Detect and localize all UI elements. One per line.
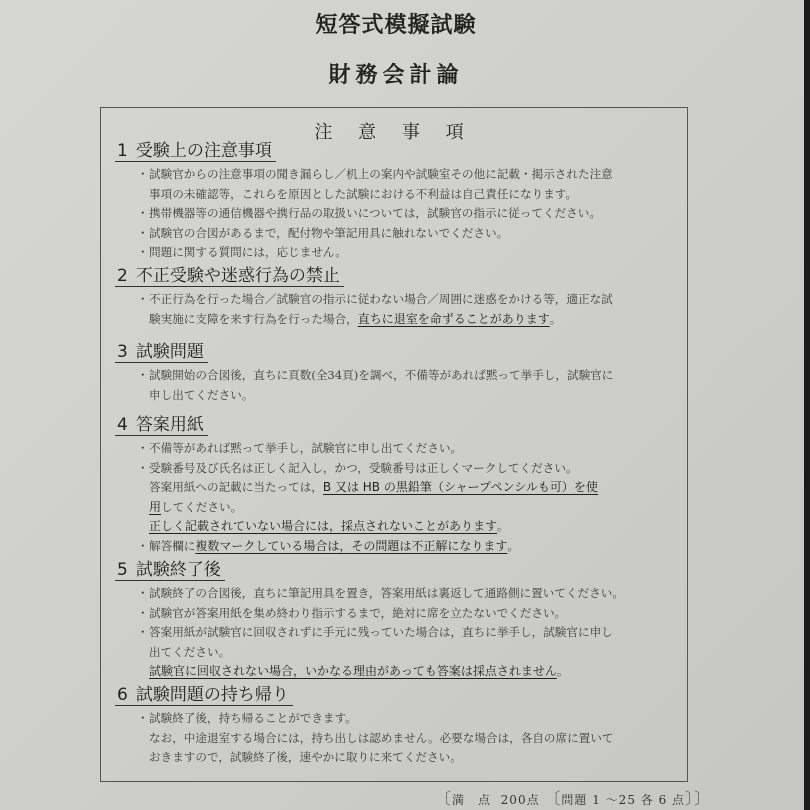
line-text: 試験開始の合図後，直ちに頁数(全34頁)を調べ，不備等があれば黙って挙手し，試験官に: [149, 368, 614, 382]
section-heading-text: 試験問題の持ち帰り: [135, 685, 289, 705]
notice-line: [137, 623, 680, 643]
section-heading: [115, 415, 208, 436]
notice-line: [137, 498, 680, 518]
emphasized-text: B 又は HB の黒鉛筆（シャープペンシルも可）を使: [322, 480, 598, 494]
section-heading: [115, 342, 208, 363]
line-text: なお，中途退室する場合には，持ち出しは認めません。必要な場合は，各自の席に置いて: [149, 730, 614, 745]
notice-line: [137, 386, 680, 406]
line-text: 出てください。: [149, 644, 231, 659]
section-items: [137, 584, 680, 682]
notice-section-3: [115, 342, 680, 405]
bullet: ・: [137, 586, 149, 600]
section-heading: [115, 560, 225, 581]
line-tail: してください。: [161, 499, 243, 514]
bracket-close: 〕: [694, 789, 712, 808]
line-tail: 。: [497, 519, 509, 533]
line-text: 携帯機器等の通信機器や携行品の取扱いについては，試験官の指示に従ってください。: [149, 206, 601, 220]
bullet: ・: [137, 460, 149, 475]
full-score-value: 200点: [500, 793, 540, 807]
notice-box: [100, 107, 688, 782]
notice-line: [137, 537, 680, 557]
section-heading-text: 答案用紙: [135, 415, 204, 435]
bullet: ・: [137, 605, 149, 620]
notice-line: [137, 165, 680, 185]
section-items: [137, 709, 680, 768]
notice-line: [137, 517, 680, 537]
line-text: おきますので，試験終了後，速やかに取りに来てください。: [149, 750, 462, 764]
section-number: 2: [117, 266, 128, 286]
notice-title: 注 意 事 項: [314, 122, 474, 143]
line-text: 問題に関する質問には，応じません。: [149, 245, 347, 259]
section-number: 6: [117, 685, 128, 705]
section-heading-text: 試験問題: [135, 342, 204, 362]
bracket-open-inner: 〔: [544, 789, 562, 808]
notice-section-6: [115, 685, 680, 768]
notice-line: [137, 604, 680, 624]
bullet: ・: [137, 245, 149, 259]
notice-line: [137, 709, 680, 729]
notice-line: [137, 729, 680, 749]
line-text: 解答欄に: [149, 538, 196, 553]
section-number: 3: [117, 342, 128, 362]
emphasized-text: 直ちに退室を命ずることがあります: [357, 311, 550, 326]
notice-line: [137, 643, 680, 663]
line-text: 験実施に支障を来す行為を行った場合，: [149, 311, 358, 326]
exam-title: 短答式模擬試験: [315, 12, 477, 38]
emphasized-text: 複数マークしている場合は，その問題は不正解になります: [195, 538, 508, 553]
line-tail: 。: [507, 538, 520, 553]
notice-line: [137, 185, 680, 205]
section-items: [137, 165, 680, 263]
bullet: ・: [137, 711, 149, 725]
line-text: 不備等があれば黙って挙手し，試験官に申し出てください。: [149, 441, 463, 455]
line-text: 試験官の合図があるまで，配付物や筆記用具に触れないでください。: [149, 225, 509, 240]
section-items: [137, 290, 680, 329]
bullet: ・: [137, 441, 149, 455]
bullet: ・: [137, 625, 149, 639]
exam-subject: 財務会計論: [328, 62, 464, 88]
notice-line: [137, 662, 680, 682]
line-text: 受験番号及び氏名は正しく記入し，かつ，受験番号は正しくマークしてください。: [149, 460, 578, 475]
notice-line: [137, 366, 680, 386]
section-heading-text: 不正受験や迷惑行為の禁止: [135, 266, 340, 286]
notice-section-1: [115, 141, 680, 263]
section-items: [137, 366, 680, 405]
section-heading: [115, 685, 293, 706]
bracket-close-inner: 〕: [685, 789, 695, 808]
bullet: ・: [137, 292, 149, 306]
notice-line: [137, 224, 680, 244]
line-tail: 。: [549, 311, 562, 326]
bracket-open: 〔: [435, 789, 453, 808]
full-score-label: 満 点: [452, 793, 492, 807]
notice-line: [137, 439, 680, 459]
section-heading: [115, 266, 344, 287]
notice-line: [137, 310, 680, 330]
line-text: 試験官からの注意事項の聞き漏らし／机上の案内や試験室その他に記載・掲示された注意: [149, 167, 613, 181]
notice-line: [137, 459, 680, 479]
emphasized-text: 用: [149, 499, 162, 514]
bullet: ・: [137, 167, 149, 181]
notice-line: [137, 478, 680, 498]
notice-line: [137, 748, 680, 768]
section-heading: [115, 141, 276, 162]
line-text: 試験終了の合図後，直ちに筆記用具を置き，答案用紙は裏返して通路側に置いてください。: [149, 586, 624, 600]
notice-line: [137, 584, 680, 604]
section-number: 1: [117, 141, 128, 161]
notice-section-5: [115, 560, 680, 682]
bullet: ・: [137, 368, 149, 382]
score-note: [435, 786, 711, 809]
notice-line: [137, 290, 680, 310]
line-text: 事項の未確認等，これらを原因とした試験における不利益は自己責任になります。: [149, 186, 578, 201]
notice-line: [137, 204, 680, 224]
line-text: 申し出てください。: [149, 387, 254, 402]
score-breakdown: 問題 1 ～25 各 6 点: [561, 793, 686, 807]
section-number: 4: [117, 415, 128, 435]
section-heading-text: 試験終了後: [135, 560, 221, 580]
line-text: 答案用紙への記載に当たっては，: [149, 480, 323, 494]
line-tail: 。: [556, 664, 569, 678]
line-text: 答案用紙が試験官に回収されずに手元に残っていた場合は，直ちに挙手し，試験官に申し: [149, 625, 613, 639]
section-number: 5: [117, 560, 128, 580]
emphasized-text: 正しく記載されていない場合には，採点されないことがあります: [149, 519, 498, 533]
bullet: ・: [137, 538, 149, 553]
notice-section-4: [115, 415, 680, 556]
section-items: [137, 439, 680, 556]
line-text: 不正行為を行った場合／試験官の指示に従わない場合／周囲に迷惑をかける等，適正な試: [149, 292, 613, 306]
section-heading-text: 受験上の注意事項: [135, 141, 272, 161]
bullet: ・: [137, 225, 149, 240]
notice-section-2: [115, 266, 680, 329]
notice-line: [137, 243, 680, 263]
bullet: ・: [137, 206, 149, 220]
emphasized-text: 試験官に回収されない場合，いかなる理由があっても答案は採点されません: [149, 664, 557, 678]
line-text: 試験官が答案用紙を集め終わり指示するまで，絶対に席を立たないでください。: [149, 605, 567, 620]
line-text: 試験終了後，持ち帰ることができます。: [149, 711, 357, 725]
